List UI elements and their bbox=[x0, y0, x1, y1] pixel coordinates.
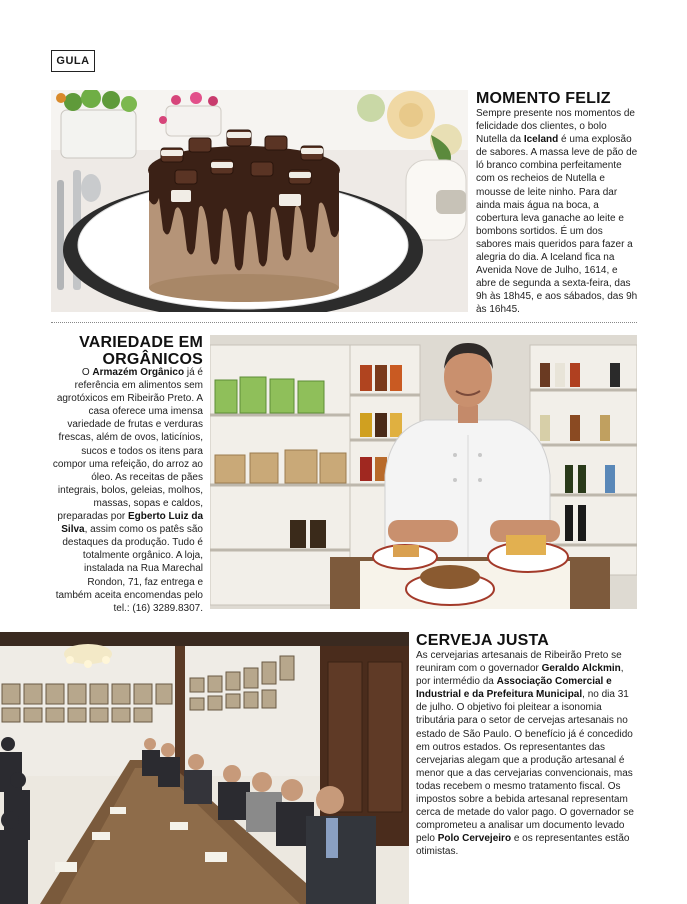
meeting-photo bbox=[0, 632, 409, 904]
article-1-body bbox=[476, 107, 638, 317]
body-bold-run: Iceland bbox=[523, 134, 559, 146]
article-2-headline-line-1: VARIEDADE EM bbox=[79, 334, 203, 351]
body-text-run: é uma explosão de sabores. A massa leve de pão de ló branco combina perfeitamente com os recheios de Nutella e mousse de leite ninho. Para dar ainda mais água na boca, a cobertura leva ganache ao leite e bombons sortidos. É um dos sabores mais queridos para fazer a alegria do dia. A Iceland fica na Avenida Nove de Julho, 1614, e abre de segunda a sexta-feira, das 9h às 18h45, e aos sábados, das 9h às 16h45. bbox=[476, 134, 638, 316]
body-text-run: , por intermédio da bbox=[416, 663, 624, 688]
section-tag: GULA bbox=[51, 50, 95, 72]
body-bold-run: Armazém Orgânico bbox=[92, 367, 185, 378]
body-text-run: e os representantes estão otimistas. bbox=[416, 833, 630, 858]
article-2-headline bbox=[51, 334, 203, 368]
body-text-run: , assim como os patês são destaques da produção. Tudo é totalmente orgânico. A loja, instalada na Rua Marechal Rondon, 71, faz entrega e também aceita encomendas pelo tel.: (16) 3289.8307. bbox=[55, 524, 203, 614]
organic-store-photo bbox=[210, 335, 637, 609]
article-2-headline-line-2: ORGÂNICOS bbox=[102, 351, 203, 368]
article-2-body bbox=[51, 366, 203, 615]
body-bold-run: Egberto Luiz da Silva bbox=[61, 511, 203, 536]
body-text-run: já é referência em alimentos sem agrotóxicos em Ribeirão Preto. A casa oferece uma imensa variedade de frutas e verduras frescas, além de ovos, laticínios, sucos e todos os itens para compor uma refeição, do arroz ao óleo. As receitas de pães integrais, bolos, geleias, molhos, massas, sopas e caldos, preparadas por bbox=[52, 367, 203, 523]
body-text-run: , no dia 31 de julho. O objetivo foi pleitear a isonomia tributária para o setor de cervejas artesanais no estado de São Paulo. O benefício já é concedido em outros estados. Os representantes das cervejarias alegam que a produção artesanal é menor que a das cervejarias convencionais, mas todas recebem o mesmo tratamento fiscal. Os impostos sobre a bebida artesanal representam cerca de metade do valor pago. O governador se comprometeu a analisar um documento levado pelo bbox=[416, 689, 634, 845]
body-bold-run: Polo Cervejeiro bbox=[437, 833, 512, 845]
body-bold-run: Geraldo Alckmin bbox=[541, 663, 621, 675]
article-3-body bbox=[416, 649, 638, 859]
article-1-headline: MOMENTO FELIZ bbox=[476, 90, 611, 107]
body-text-run: Sempre presente nos momentos de felicidade dos clientes, o bolo Nutella da bbox=[476, 108, 635, 146]
article-3-headline: CERVEJA JUSTA bbox=[416, 632, 550, 649]
body-text-run: O bbox=[81, 367, 93, 378]
body-text-run: As cervejarias artesanais de Ribeirão Preto se reuniram com o governador bbox=[416, 650, 622, 675]
section-divider bbox=[51, 322, 637, 323]
body-bold-run: Associação Comercial e Industrial e da Prefeitura Municipal bbox=[416, 676, 612, 701]
cake-photo bbox=[51, 90, 468, 312]
